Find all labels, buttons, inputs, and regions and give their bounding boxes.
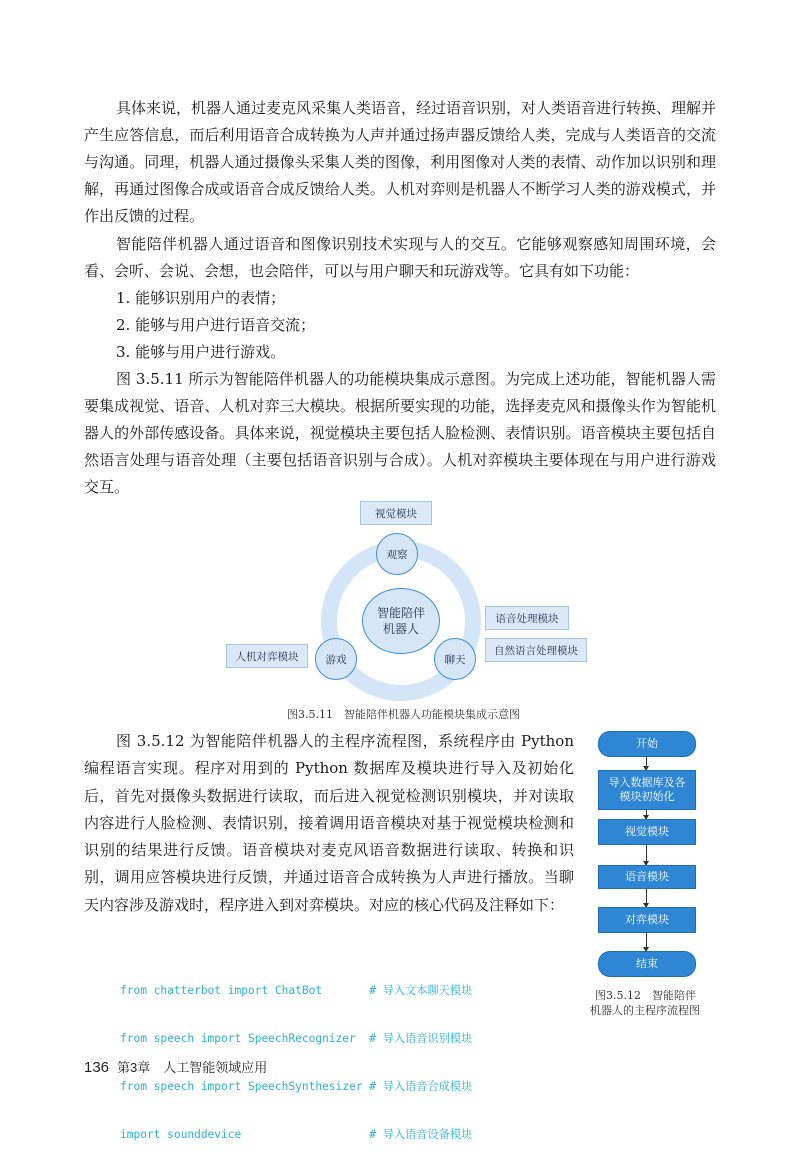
figure-caption-3-5-12-line1: 图3.5.12 智能陪伴 — [595, 989, 696, 1002]
code-line: from speech import SpeechSynthesizer # 导入语音合成模块 — [120, 1080, 473, 1093]
page-footer — [84, 1057, 267, 1076]
box-nlp: 自然语言处理模块 — [485, 638, 587, 662]
box-vision: 视觉模块 — [360, 501, 432, 525]
figure-caption-3-5-12-line2: 机器人的主程序流程图 — [590, 1004, 700, 1017]
node-game: 游戏 — [315, 638, 357, 680]
code-block — [120, 951, 472, 1159]
box-speech: 语音处理模块 — [485, 606, 569, 630]
paragraph-4: 图 3.5.12 为智能陪伴机器人的主程序流程图，系统程序由 Python 编程语言实现。程序对用到的 Python 数据库及模块进行导入及初始化后，首先对摄像头数据进行读取，而后进入视觉检测识别模块，并对读取内容进行人脸检测、表情识别，接着调用语音模块对基于视觉模块检测和识别的结果进行反馈。语音模块对麦克风语音数据进行读取、转换和识别，调用应答模块进行反馈，并通过语音合成转换为人声进行播放。当聊天内容涉及游戏时，程序进入到对弈模块。对应的核心代码及注释如下： — [84, 732, 574, 914]
node-chat: 聊天 — [434, 638, 476, 680]
box-hri: 人机对弈模块 — [226, 644, 308, 668]
figure-caption-3-5-11: 图3.5.11 智能陪伴机器人功能模块集成示意图 — [287, 708, 520, 721]
flow-vision: 视觉模块 — [598, 819, 696, 845]
code-line: from speech import SpeechRecognizer # 导入语音识别模块 — [120, 1032, 473, 1045]
code-line: import sounddevice # 导入语音设备模块 — [120, 1128, 473, 1141]
paragraph-3: 图 3.5.11 所示为智能陪伴机器人的功能模块集成示意图。为完成上述功能，智能机器人需要集成视觉、语音、人机对弈三大模块。根据所要实现的功能，选择麦克风和摄像头作为智能机器人的外部传感设备。具体来说，视觉模块主要包括人脸检测、表情识别。语音模块主要包括自然语言处理与语音处理（主要包括语音识别与合成）。人机对弈模块主要体现在与用户进行游戏交互。 — [84, 370, 716, 496]
flow-game: 对弈模块 — [598, 907, 696, 933]
node-observe: 观察 — [376, 533, 418, 575]
center-node: 智能陪伴机器人 — [362, 588, 440, 654]
list-item-1: 1. 能够识别用户的表情； — [116, 289, 286, 307]
flow-arrow-5 — [646, 933, 647, 951]
paragraph-2: 智能陪伴机器人通过语音和图像识别技术实现与人的交互。它能够观察感知周围环境，会看、会听、会说、会想，也会陪伴，可以与用户聊天和玩游戏等。它具有如下功能： — [84, 235, 716, 280]
flow-arrow-2 — [646, 810, 647, 819]
flow-arrow-3 — [646, 845, 647, 865]
flow-init: 导入数据库及各模块初始化 — [598, 770, 696, 810]
flow-arrow-1 — [646, 757, 647, 770]
flow-arrow-4 — [646, 889, 647, 907]
chapter-title: 第3章 人工智能领域应用 — [117, 1060, 268, 1075]
flow-speech: 语音模块 — [598, 865, 696, 889]
flow-start: 开始 — [598, 731, 696, 757]
page-number: 136 — [84, 1059, 110, 1076]
flow-end: 结束 — [598, 951, 696, 977]
code-line: from chatterbot import ChatBot # 导入文本聊天模块 — [120, 984, 473, 997]
list-item-3: 3. 能够与用户进行游戏。 — [116, 343, 286, 361]
paragraph-1: 具体来说，机器人通过麦克风采集人类语音，经过语音识别，对人类语音进行转换、理解并产生应答信息，而后利用语音合成转换为人声并通过扬声器反馈给人类，完成与人类语音的交流与沟通。同理，机器人通过摄像头采集人类的图像，利用图像对人类的表情、动作加以识别和理解，再通过图像合成或语音合成反馈给人类。人机对弈则是机器人不断学习人类的游戏模式，并作出反馈的过程。 — [84, 99, 717, 225]
list-item-2: 2. 能够与用户进行语音交流； — [116, 316, 316, 334]
